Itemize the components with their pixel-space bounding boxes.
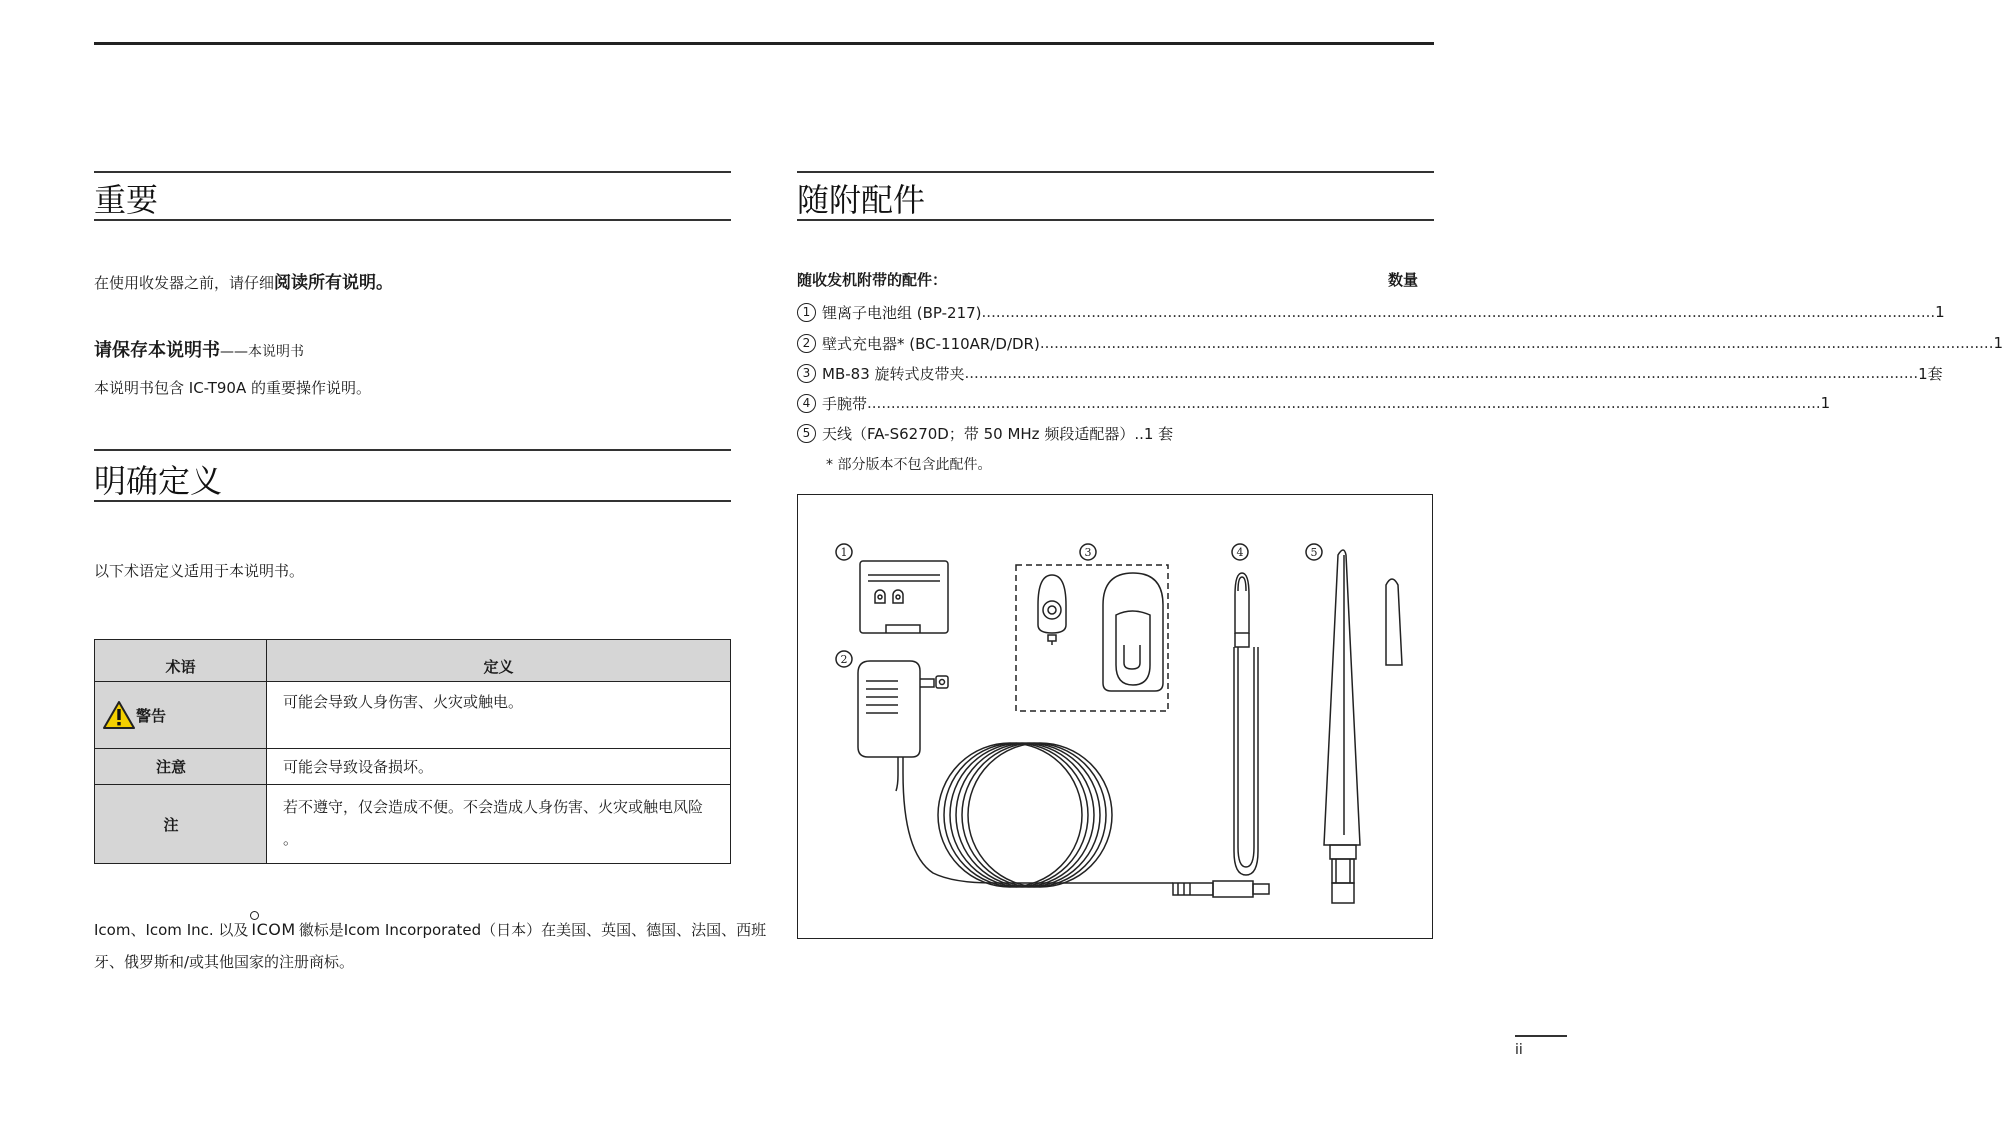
item-quantity: 1 套 — [1143, 424, 1174, 443]
accessories-illustration — [798, 495, 1432, 938]
dot-leader: ........................................................................................................................................................................................................ — [1039, 334, 1994, 352]
intro-prefix: 在使用收发器之前，请仔细 — [94, 274, 275, 292]
accessories-title: 随附配件 — [797, 181, 926, 219]
table-header-term: 术语 — [95, 640, 267, 682]
definition-warning: 可能会导致人身伤害、火灾或触电。 — [267, 682, 731, 749]
definition-caution: 可能会导致设备损坏。 — [267, 749, 731, 785]
antenna-drawing — [1324, 550, 1402, 903]
term-caution: 注意 — [95, 749, 267, 785]
trademark-line-1 — [94, 920, 766, 940]
item-number: 1 — [797, 303, 816, 322]
important-title: 重要 — [94, 181, 159, 219]
figure-label: 3 — [1084, 546, 1092, 559]
figure-label: 4 — [1236, 546, 1244, 559]
intro-bold: 阅读所有说明。 — [274, 273, 394, 293]
page-number-rule — [1515, 1035, 1567, 1037]
belt-clip-drawing — [1016, 565, 1168, 711]
manual-content-line: 本说明书包含 IC-T90A 的重要操作说明。 — [94, 379, 371, 397]
table-row-warning — [95, 682, 731, 749]
trademark-part1: Icom、Icom Inc. 以及 — [94, 921, 249, 939]
page-number: ii — [1515, 1042, 1523, 1058]
accessory-item — [797, 301, 1945, 323]
accessory-item — [797, 422, 1434, 444]
trademark-part2: 徽标是Icom Incorporated（日本）在美国、英国、德国、法国、西班 — [298, 921, 767, 939]
definitions-title: 明确定义 — [94, 462, 223, 500]
dot-leader: ........................................................................................................................................................................................................ — [867, 394, 1821, 412]
term-note: 注 — [95, 785, 267, 864]
save-bold: 请保存本说明书 — [94, 340, 220, 361]
term-warning-cell — [95, 682, 267, 749]
accessory-item — [797, 362, 1943, 384]
item-name: MB-83 旋转式皮带夹 — [822, 364, 965, 383]
item-number: 2 — [797, 334, 816, 353]
figure-label: 1 — [840, 546, 848, 559]
item-name: 手腕带 — [822, 394, 868, 413]
important-bottom-rule — [94, 219, 731, 221]
item-quantity: 1套 — [1918, 364, 1943, 383]
item-name: 壁式充电器* (BC-110AR/D/DR) — [822, 334, 1040, 353]
important-intro — [94, 273, 393, 293]
top-rule — [94, 42, 1434, 45]
save-rest: ——本说明书 — [220, 344, 304, 360]
item-quantity: 1 — [1993, 334, 2003, 352]
accessory-item — [797, 392, 1831, 414]
figure-label: 2 — [840, 653, 848, 666]
item-number: 4 — [797, 394, 816, 413]
table-row-note — [95, 785, 731, 864]
accessories-figure — [797, 494, 1433, 939]
wrist-strap-drawing — [1234, 573, 1258, 875]
important-top-rule — [94, 171, 731, 173]
icom-logo-text: ICOM — [251, 920, 296, 939]
item-name: 天线（FA-S6270D；带 50 MHz 频段适配器）.. — [822, 424, 1144, 443]
icom-logo-ring — [250, 911, 259, 920]
accessories-top-rule — [797, 171, 1434, 173]
figure-label: 5 — [1310, 546, 1318, 559]
item-quantity: 1 — [1935, 303, 1945, 321]
item-quantity: 1 — [1820, 394, 1831, 412]
definitions-intro: 以下术语定义适用于本说明书。 — [94, 562, 305, 580]
save-manual-line — [94, 341, 304, 362]
table-row-caution — [95, 749, 731, 785]
table-header-definition: 定义 — [267, 640, 731, 682]
dot-leader: ........................................................................................................................................................................................................ — [964, 364, 1919, 382]
accessories-list-header: 随收发机附带的配件： — [797, 271, 948, 289]
accessory-item — [797, 332, 2003, 354]
footnote: * 部分版本不包含此配件。 — [826, 457, 992, 473]
item-number: 5 — [797, 424, 816, 443]
term-warning: 警告 — [136, 706, 167, 725]
trademark-line-2: 牙、俄罗斯和/或其他国家的注册商标。 — [94, 953, 355, 971]
definition-note-end: 。 — [283, 830, 299, 848]
item-name: 锂离子电池组 (BP-217) — [822, 303, 982, 322]
definition-note: 若不遵守，仅会造成不便。不会造成人身伤害、火灾或触电风险 — [283, 798, 704, 816]
definition-note-cell — [267, 785, 731, 864]
wall-charger-drawing — [858, 661, 1269, 897]
definitions-table — [94, 639, 731, 864]
accessories-bottom-rule — [797, 219, 1434, 221]
definitions-bottom-rule — [94, 500, 731, 502]
battery-pack-drawing — [860, 561, 948, 633]
item-number: 3 — [797, 364, 816, 383]
quantity-header: 数量 — [1388, 271, 1419, 289]
definitions-top-rule — [94, 449, 731, 451]
warning-triangle-icon — [102, 700, 136, 730]
icom-logo — [251, 920, 295, 940]
dot-leader: ........................................................................................................................................................................................................ — [981, 303, 1936, 321]
